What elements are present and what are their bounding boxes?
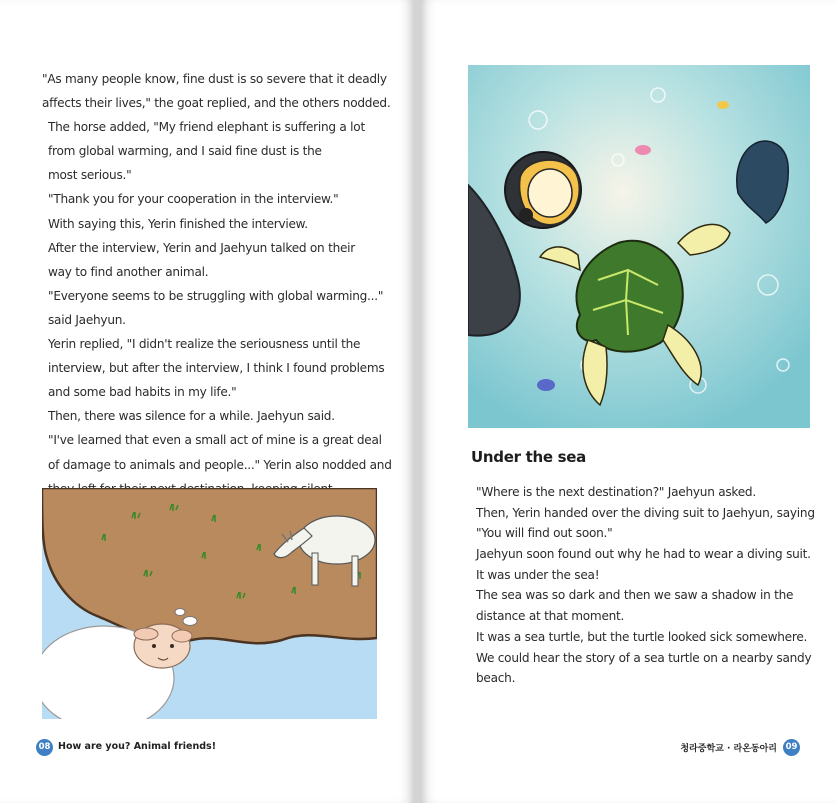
text-line: interview, but after the interview, I think I found problems bbox=[48, 361, 385, 376]
text-line: "Everyone seems to be struggling with global warming..." bbox=[48, 288, 384, 303]
text-line: most serious." bbox=[48, 168, 132, 183]
text-line: With saying this, Yerin finished the interview. bbox=[48, 216, 308, 231]
text-line: said Jaehyun. bbox=[48, 312, 126, 327]
text-line: The horse added, "My friend elephant is suffering a lot bbox=[48, 120, 365, 135]
text-line: "Thank you for your cooperation in the interview." bbox=[48, 192, 339, 207]
text-line: from global warming, and I said fine dust is the bbox=[48, 144, 322, 159]
text-line: distance at that moment. bbox=[476, 609, 625, 624]
text-line: affects their lives," the goat replied, and the others nodded. bbox=[42, 96, 391, 111]
text-line: The sea was so dark and then we saw a shadow in the bbox=[476, 588, 794, 603]
book-spine bbox=[414, 0, 421, 803]
text-line: We could hear the story of a sea turtle on a nearby sandy bbox=[476, 650, 812, 665]
footer-club-name: 청라중학교 · 라온동아리 bbox=[680, 744, 777, 754]
section-title: Under the sea bbox=[471, 448, 586, 466]
text-line: Yerin replied, "I didn't realize the seriousness until the bbox=[48, 337, 361, 352]
text-line: of damage to animals and people..." Yerin also nodded and bbox=[48, 457, 392, 472]
text-line: It was a sea turtle, but the turtle looked sick somewhere. bbox=[476, 629, 808, 644]
text-line: It was under the sea! bbox=[476, 567, 600, 582]
text-line: beach. bbox=[476, 671, 516, 686]
right-page-story-text bbox=[476, 482, 815, 689]
text-line: Then, Yerin handed over the diving suit to Jaehyun, saying bbox=[476, 505, 815, 520]
text-line: Then, there was silence for a while. Jaehyun said. bbox=[48, 409, 335, 424]
text-line: After the interview, Yerin and Jaehyun talked on their bbox=[48, 240, 356, 255]
text-line: "You will find out soon." bbox=[476, 526, 613, 541]
text-line: Jaehyun soon found out why he had to wear a diving suit. bbox=[476, 547, 811, 562]
left-page-story-text bbox=[42, 67, 392, 501]
page-number-badge-right: 09 bbox=[783, 739, 800, 756]
text-line: and some bad habits in my life." bbox=[48, 385, 237, 400]
page-number-badge-left: 08 bbox=[36, 739, 53, 756]
text-line: "As many people know, fine dust is so severe that it deadly bbox=[42, 72, 387, 86]
sheep-dream-illustration bbox=[42, 488, 377, 719]
text-line: "I've learned that even a small act of mine is a great deal bbox=[48, 433, 382, 448]
text-line: "Where is the next destination?" Jaehyun asked. bbox=[476, 485, 756, 499]
diver-turtle-illustration bbox=[468, 65, 810, 428]
footer-book-title: How are you? Animal friends! bbox=[58, 741, 217, 752]
text-line: way to find another animal. bbox=[48, 264, 209, 279]
